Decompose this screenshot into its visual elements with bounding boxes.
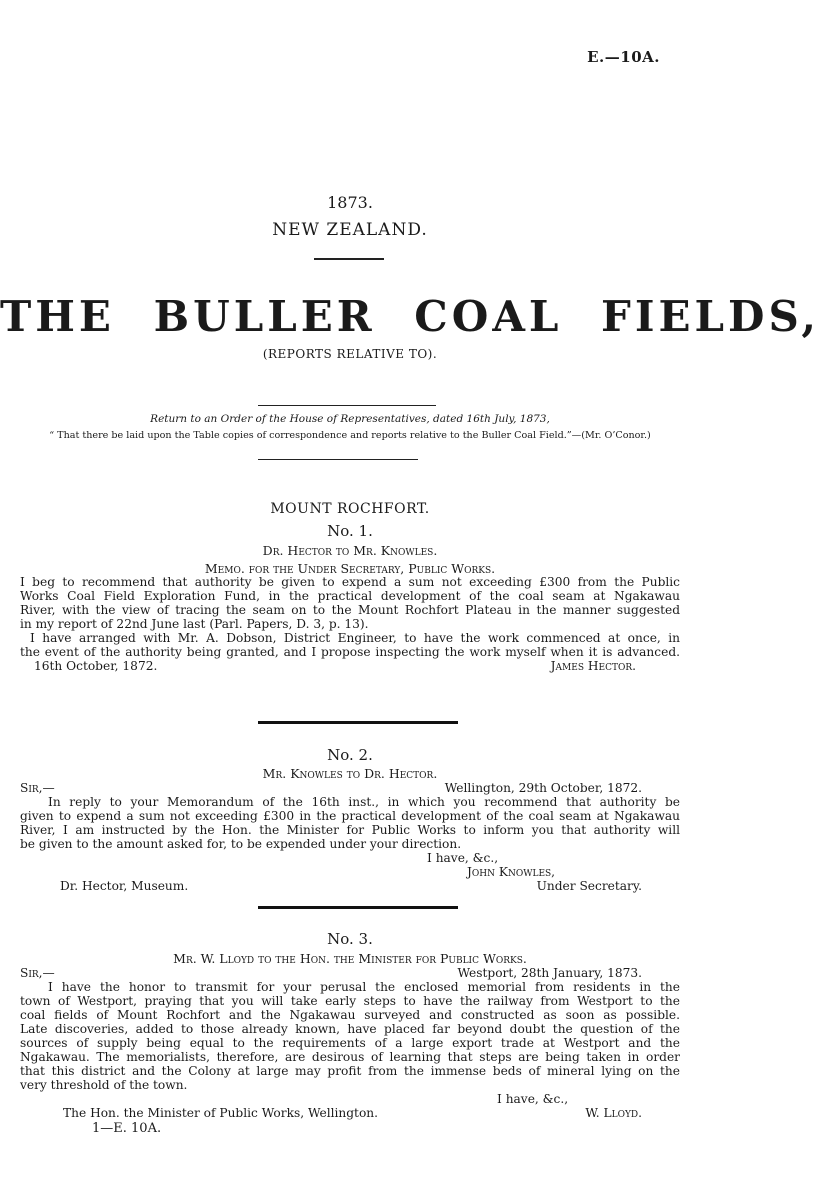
doc1-line: I have arranged with Mr. A. Dobson, District Engineer, to have the work commenced at once, in bbox=[30, 631, 680, 645]
doc3-body bbox=[20, 981, 680, 1093]
doc2-line: be given to the amount asked for, to be expended under your direction. bbox=[20, 837, 462, 851]
doc2-signature: John Knowles, bbox=[467, 865, 556, 879]
doc1-body bbox=[20, 576, 680, 658]
doc1-line: in my report of 22nd June last (Parl. Papers, D. 3, p. 13). bbox=[20, 617, 369, 631]
doc2-closing: I have, &c., bbox=[427, 851, 499, 865]
doc2-salutation: Sir,— bbox=[20, 781, 55, 795]
sheet-mark: 1—E. 10A. bbox=[92, 1121, 162, 1136]
page-reference: E.—10A. bbox=[587, 48, 660, 66]
doc3-closing: I have, &c., bbox=[497, 1092, 569, 1106]
doc2-from-to: Mr. Knowles to Dr. Hector. bbox=[262, 766, 438, 781]
doc2-line: River, I am instructed by the Hon. the Minister for Public Works to inform you that authority will bbox=[20, 823, 680, 837]
doc1-line: I beg to recommend that authority be given to expend a sum not exceeding £300 from the Public bbox=[20, 575, 680, 589]
doc1-date: 16th October, 1872. bbox=[34, 659, 158, 673]
doc3-line: I have the honor to transmit for your perusal the enclosed memorial from residents in the bbox=[48, 980, 680, 994]
divider-short bbox=[314, 258, 384, 260]
doc1-line: the event of the authority being granted, and I propose inspecting the work myself when it is advanced. bbox=[20, 645, 680, 659]
return-order-line1: Return to an Order of the House of Representatives, dated 16th July, 1873, bbox=[150, 413, 550, 425]
doc2-body bbox=[20, 796, 680, 852]
doc3-line: that this district and the Colony at large may profit from the immense beds of mineral lying on the bbox=[20, 1064, 680, 1078]
doc3-line: Late discoveries, added to those already known, have placed far beyond doubt the question of the bbox=[20, 1022, 680, 1036]
doc3-salutation: Sir,— bbox=[20, 966, 55, 980]
divider bbox=[258, 459, 418, 460]
section-heading: MOUNT ROCHFORT. bbox=[270, 501, 430, 517]
document-title: THE BULLER COAL FIELDS, bbox=[0, 292, 820, 341]
doc2-line: given to expend a sum not exceeding £300 in the practical development of the coal seam at Ngakawau bbox=[20, 809, 680, 823]
return-order-line2: “ That there be laid upon the Table copies of correspondence and reports relative to the Buller Coal Field.”—(Mr. O’Conor.) bbox=[49, 430, 651, 441]
doc3-number: No. 3. bbox=[327, 930, 373, 948]
doc3-place-date: Westport, 28th January, 1873. bbox=[457, 966, 642, 980]
doc3-signature: W. Lloyd. bbox=[585, 1106, 642, 1120]
doc3-line: sources of supply being equal to the requirements of a large export trade at Westport and the bbox=[20, 1036, 680, 1050]
doc1-signature: James Hector. bbox=[550, 659, 636, 673]
doc3-from-to: Mr. W. Lloyd to the Hon. the Minister for Public Works. bbox=[173, 951, 527, 966]
doc1-number: No. 1. bbox=[327, 522, 373, 540]
doc3-addressee: The Hon. the Minister of Public Works, Wellington. bbox=[63, 1106, 379, 1120]
doc1-line: River, with the view of tracing the seam on to the Mount Rochfort Plateau in the manner suggested bbox=[20, 603, 680, 617]
doc3-line: town of Westport, praying that you will take early steps to have the railway from Westport to the bbox=[20, 994, 680, 1008]
doc1-line: Works Coal Field Exploration Fund, in the practical development of the coal seam at Ngakawau bbox=[20, 589, 680, 603]
year: 1873. bbox=[327, 193, 373, 212]
divider-thick bbox=[258, 906, 458, 909]
doc3-line: Ngakawau. The memorialists, therefore, are desirous of learning that steps are being taken in order bbox=[20, 1050, 680, 1064]
country: NEW ZEALAND. bbox=[272, 220, 428, 240]
doc3-line: coal fields of Mount Rochfort and the Ngakawau surveyed and constructed as soon as possible. bbox=[20, 1008, 680, 1022]
document-subtitle: (REPORTS RELATIVE TO). bbox=[262, 347, 438, 361]
doc2-line: In reply to your Memorandum of the 16th inst., in which you recommend that authority be bbox=[48, 795, 680, 809]
divider-thick bbox=[258, 721, 458, 724]
doc2-number: No. 2. bbox=[327, 746, 373, 764]
doc2-place-date: Wellington, 29th October, 1872. bbox=[444, 781, 642, 795]
doc2-addressee: Dr. Hector, Museum. bbox=[60, 879, 189, 893]
doc2-signatory-title: Under Secretary. bbox=[536, 879, 642, 893]
doc1-memo-heading: Memo. for the Under Secretary, Public Works. bbox=[204, 561, 496, 576]
divider bbox=[258, 405, 436, 406]
doc3-line: very threshold of the town. bbox=[20, 1078, 188, 1092]
doc1-from-to: Dr. Hector to Mr. Knowles. bbox=[262, 543, 438, 558]
